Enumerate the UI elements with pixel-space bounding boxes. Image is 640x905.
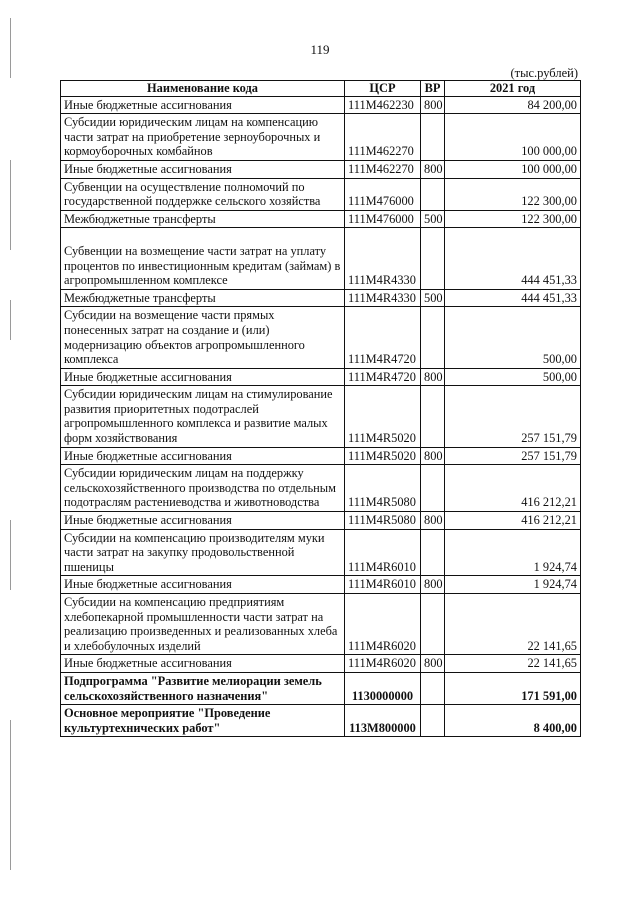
- row-name: Межбюджетные трансферты: [61, 210, 345, 228]
- row-vr: 800: [421, 512, 445, 530]
- table-row: [61, 529, 581, 576]
- row-csr: 111M4R4330: [345, 228, 421, 289]
- row-vr: [421, 529, 445, 576]
- table-row: [61, 178, 581, 210]
- row-csr: 111M4R4720: [345, 368, 421, 386]
- left-margin-line: [10, 720, 11, 870]
- row-csr: 111M4R4330: [345, 289, 421, 307]
- row-csr: 111M462230: [345, 96, 421, 114]
- row-amount: 122 300,00: [445, 210, 581, 228]
- table-row: [61, 307, 581, 368]
- row-name: Субсидии юридическим лицам на стимулирование развития приоритетных подотраслей агропромышленного комплекса и развитие малых форм хозяйствования: [61, 386, 345, 447]
- row-amount: 444 451,33: [445, 228, 581, 289]
- row-vr: [421, 672, 445, 704]
- left-margin-line: [10, 300, 11, 340]
- table-row: [61, 447, 581, 465]
- row-vr: [421, 178, 445, 210]
- row-name: Иные бюджетные ассигнования: [61, 368, 345, 386]
- row-name: Иные бюджетные ассигнования: [61, 576, 345, 594]
- table-row-main-activity: [61, 705, 581, 737]
- table-row: [61, 228, 581, 289]
- row-amount: 416 212,21: [445, 465, 581, 512]
- row-csr: 111M476000: [345, 210, 421, 228]
- row-amount: 22 141,65: [445, 655, 581, 673]
- row-amount: 257 151,79: [445, 447, 581, 465]
- row-amount: 100 000,00: [445, 160, 581, 178]
- header-csr: ЦСР: [345, 81, 421, 97]
- row-vr: [421, 114, 445, 161]
- row-amount: 171 591,00: [445, 672, 581, 704]
- row-vr: 500: [421, 210, 445, 228]
- row-name: Субсидии юридическим лицам на компенсацию части затрат на приобретение зерноуборочных и кормоуборочных комбайнов: [61, 114, 345, 161]
- row-name: Субсидии на компенсацию предприятиям хлебопекарной промышленности части затрат на реализацию произведенных и реализованных хлеба и хлебобулочных изделий: [61, 594, 345, 655]
- table-row: [61, 594, 581, 655]
- row-vr: 800: [421, 368, 445, 386]
- row-csr: 1130000000: [345, 672, 421, 704]
- row-name: Иные бюджетные ассигнования: [61, 96, 345, 114]
- header-amount: 2021 год: [445, 81, 581, 97]
- row-vr: [421, 465, 445, 512]
- row-vr: 800: [421, 655, 445, 673]
- row-vr: [421, 228, 445, 289]
- row-name: Субвенции на осуществление полномочий по государственной поддержке сельского хозяйства: [61, 178, 345, 210]
- row-vr: 800: [421, 576, 445, 594]
- row-vr: 500: [421, 289, 445, 307]
- table-row: [61, 210, 581, 228]
- row-name: Субсидии на компенсацию производителям муки части затрат на закупку продовольственной пшеницы: [61, 529, 345, 576]
- table-row: [61, 386, 581, 447]
- row-csr: 111M462270: [345, 114, 421, 161]
- row-csr: 111M4R6020: [345, 594, 421, 655]
- left-margin-line: [10, 160, 11, 250]
- row-csr: 113M800000: [345, 705, 421, 737]
- row-amount: 444 451,33: [445, 289, 581, 307]
- row-csr: 111M4R5080: [345, 512, 421, 530]
- header-name: Наименование кода: [61, 81, 345, 97]
- row-vr: 800: [421, 96, 445, 114]
- row-amount: 100 000,00: [445, 114, 581, 161]
- header-vr: ВР: [421, 81, 445, 97]
- budget-table: [60, 80, 581, 737]
- table-row: [61, 512, 581, 530]
- row-amount: 500,00: [445, 307, 581, 368]
- row-amount: 1 924,74: [445, 529, 581, 576]
- row-csr: 111M462270: [345, 160, 421, 178]
- row-csr: 111M4R5020: [345, 386, 421, 447]
- table-row: [61, 160, 581, 178]
- row-csr: 111M476000: [345, 178, 421, 210]
- row-name-cell: [61, 228, 345, 289]
- row-amount: 500,00: [445, 368, 581, 386]
- table-row: [61, 368, 581, 386]
- row-vr: 800: [421, 447, 445, 465]
- row-amount: 84 200,00: [445, 96, 581, 114]
- row-csr: 111M4R4720: [345, 307, 421, 368]
- table-row: [61, 655, 581, 673]
- row-vr: 800: [421, 160, 445, 178]
- row-amount: 416 212,21: [445, 512, 581, 530]
- table-row-subprogram: [61, 672, 581, 704]
- left-margin-line: [10, 520, 11, 590]
- row-csr: 111M4R5080: [345, 465, 421, 512]
- table-header-row: [61, 81, 581, 97]
- table-row: [61, 289, 581, 307]
- row-name: Иные бюджетные ассигнования: [61, 512, 345, 530]
- blank-line: [64, 229, 341, 244]
- row-name: Субвенции на возмещение части затрат на уплату процентов по инвестиционным кредитам (займам) в агропромышленном комплексе: [64, 243, 341, 288]
- row-csr: 111M4R6010: [345, 576, 421, 594]
- table-row: [61, 96, 581, 114]
- units-label: (тыс.рублей): [510, 66, 578, 80]
- table-row: [61, 465, 581, 512]
- row-amount: 22 141,65: [445, 594, 581, 655]
- row-vr: [421, 594, 445, 655]
- row-name: Субсидии юридическим лицам на поддержку сельскохозяйственного производства по отдельным подотраслям растениеводства и животноводства: [61, 465, 345, 512]
- row-amount: 122 300,00: [445, 178, 581, 210]
- row-amount: 1 924,74: [445, 576, 581, 594]
- row-name: Субсидии на возмещение части прямых понесенных затрат на создание и (или) модернизацию объектов агропромышленного комплекса: [61, 307, 345, 368]
- row-vr: [421, 386, 445, 447]
- row-amount: 8 400,00: [445, 705, 581, 737]
- row-name: Межбюджетные трансферты: [61, 289, 345, 307]
- row-amount: 257 151,79: [445, 386, 581, 447]
- table-row: [61, 114, 581, 161]
- row-name: Подпрограмма "Развитие мелиорации земель сельскохозяйственного назначения": [61, 672, 345, 704]
- row-name: Иные бюджетные ассигнования: [61, 160, 345, 178]
- page-number: 119: [310, 42, 330, 57]
- row-csr: 111M4R5020: [345, 447, 421, 465]
- row-vr: [421, 705, 445, 737]
- row-name: Основное мероприятие "Проведение культуртехнических работ": [61, 705, 345, 737]
- row-csr: 111M4R6020: [345, 655, 421, 673]
- row-name: Иные бюджетные ассигнования: [61, 447, 345, 465]
- row-name: Иные бюджетные ассигнования: [61, 655, 345, 673]
- row-csr: 111M4R6010: [345, 529, 421, 576]
- row-vr: [421, 307, 445, 368]
- table-row: [61, 576, 581, 594]
